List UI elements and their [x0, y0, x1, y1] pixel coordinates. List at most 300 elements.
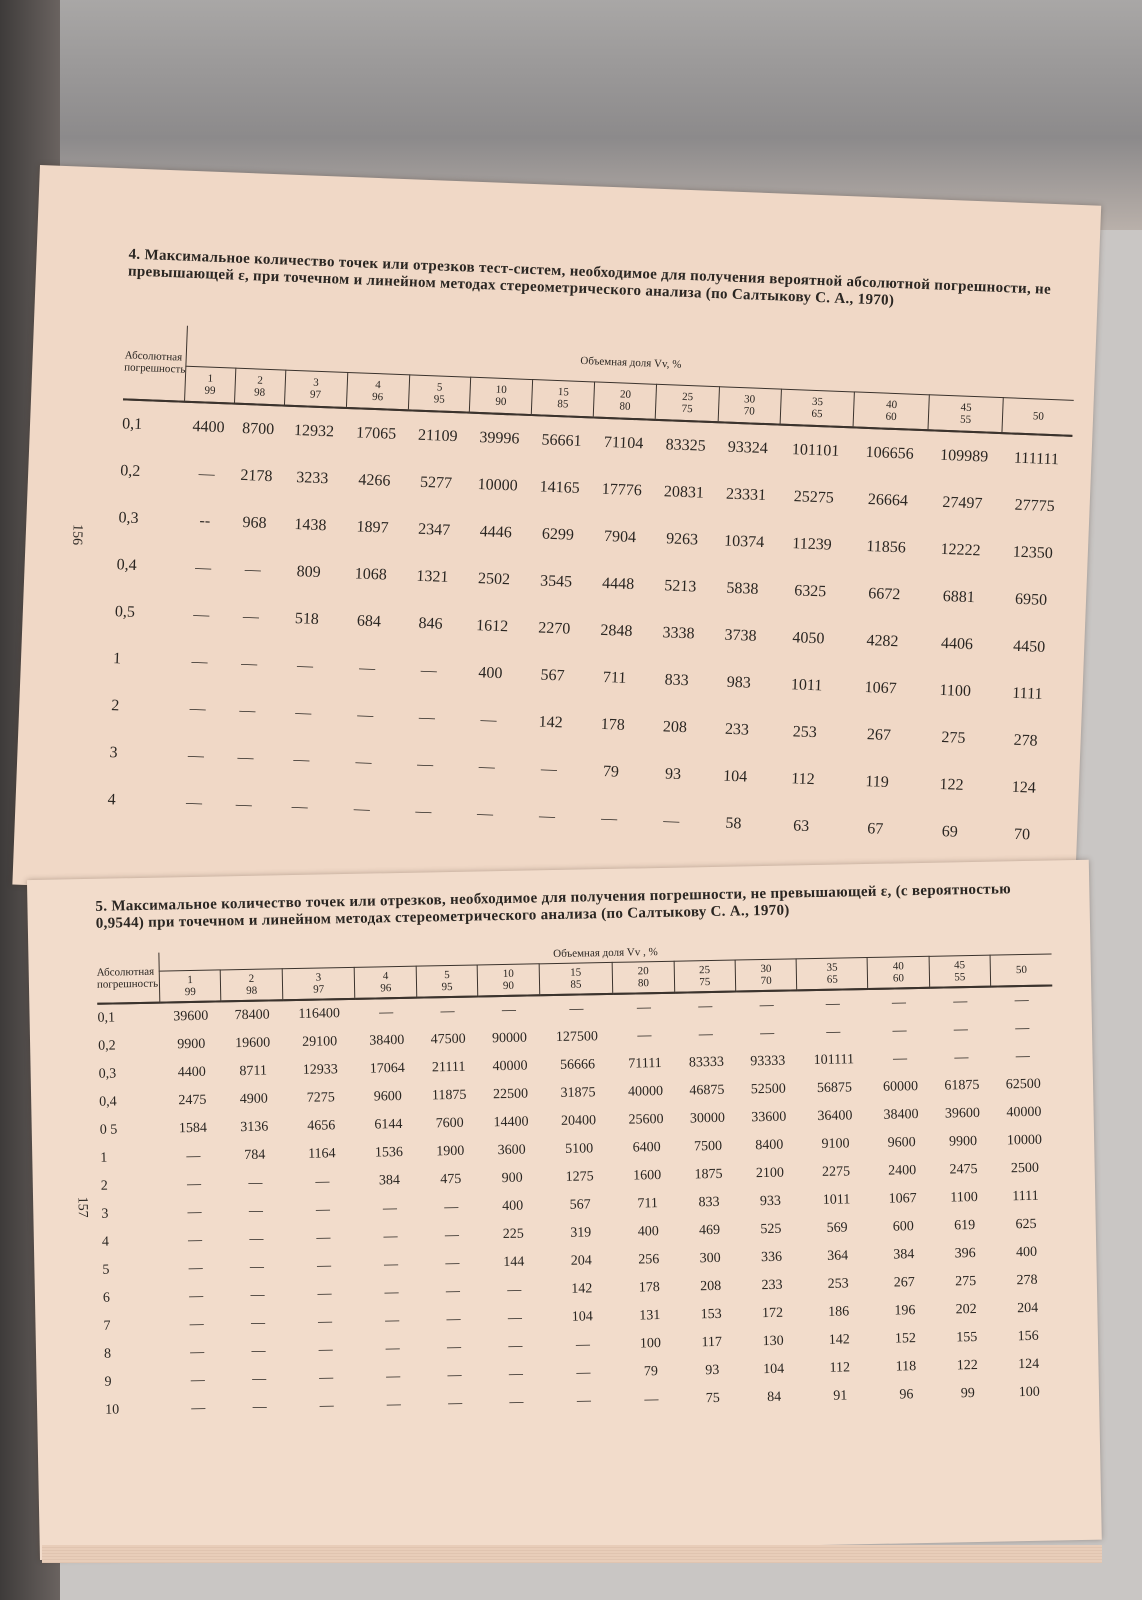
table-cell: 4446: [479, 522, 513, 541]
table-cell: —: [249, 1259, 265, 1275]
table-cell: 17064: [369, 1060, 405, 1077]
column-header-top: 2: [248, 972, 255, 985]
table-cell: 4656: [307, 1118, 336, 1134]
table-cell: 1600: [633, 1168, 662, 1184]
table-cell: —: [315, 1202, 331, 1218]
column-header: [853, 392, 929, 430]
row-label: 0 5: [99, 1122, 118, 1138]
table-cell: 2500: [1010, 1160, 1040, 1177]
column-header-bottom: 55: [954, 971, 966, 984]
table-cell: —: [1015, 1020, 1030, 1037]
table-cell: 1067: [888, 1191, 917, 1207]
table-cell: —: [508, 1338, 523, 1354]
table-cell: 14400: [493, 1114, 529, 1131]
column-header-bottom: 60: [885, 410, 897, 424]
column-header: [355, 966, 417, 999]
table-cell: —: [382, 1201, 398, 1217]
table-cell: 1011: [790, 675, 823, 694]
table-cell: 278: [1016, 1272, 1038, 1289]
column-header-top: 15: [570, 966, 582, 979]
table-cell: —: [385, 1313, 400, 1329]
table-cell: 1275: [565, 1169, 594, 1185]
table-cell: 846: [418, 614, 443, 633]
column-header-bottom: 98: [253, 386, 266, 399]
row-header: Абсолютная погрешность: [96, 953, 159, 1004]
table-cell: —: [569, 1001, 584, 1017]
table-cell: —: [575, 1337, 591, 1353]
column-header: [735, 959, 797, 992]
column-header-bottom: 95: [433, 393, 445, 406]
row-label: 3: [109, 743, 118, 761]
table-cell: —: [186, 1176, 202, 1193]
table-cell: 469: [698, 1222, 721, 1239]
table-cell: 6950: [1014, 590, 1048, 609]
table-cell: —: [198, 464, 216, 483]
column-header-top: 3: [315, 971, 322, 984]
table-cell: 116400: [298, 1006, 341, 1022]
table-cell: —: [416, 755, 434, 774]
table-cell: 8711: [239, 1063, 268, 1080]
table-cell: 3136: [240, 1119, 269, 1136]
table-cell: 1536: [374, 1144, 404, 1161]
table-5-title: 5. Максимальное количество точек или отрезков, необходимое для получения погрешности, не превышающей ε, (с вероятностью 0,9544) при точечном и линейном методах стереометрического анализа (по Салтыкову С. А., 1970): [95, 881, 1012, 932]
table-cell: 567: [540, 666, 565, 685]
table-cell: 19600: [235, 1035, 271, 1052]
table-cell: 4900: [239, 1091, 268, 1108]
table-cell: 1438: [294, 515, 327, 534]
table-cell: 1584: [178, 1120, 208, 1137]
column-header-top: 25: [698, 964, 711, 977]
table-cell: 208: [662, 717, 688, 736]
table-cell: 5213: [664, 576, 697, 595]
table-cell: 29100: [302, 1034, 338, 1050]
table-cell: 569: [826, 1220, 848, 1236]
table-cell: 40000: [627, 1083, 664, 1100]
table-cell: 2178: [240, 466, 273, 485]
column-header-bottom: 98: [246, 984, 258, 997]
table-cell: 71104: [603, 433, 644, 452]
table-cell: 27775: [1014, 496, 1055, 515]
column-header-top: 45: [960, 401, 972, 414]
table-cell: 83325: [665, 435, 707, 455]
row-label: 4: [107, 790, 117, 808]
table-cell: 525: [760, 1221, 782, 1238]
table-cell: 2502: [477, 569, 511, 588]
table-cell: 83333: [688, 1054, 725, 1071]
table-cell: 336: [760, 1249, 783, 1266]
table-cell: 7904: [603, 527, 637, 546]
table-cell: 62500: [1005, 1076, 1041, 1093]
table-cell: —: [445, 1283, 461, 1300]
table-cell: 12933: [302, 1062, 338, 1078]
column-header: [282, 967, 355, 1000]
page-number-156: 156: [68, 523, 85, 546]
table-cell: —: [1015, 1048, 1030, 1065]
table-cell: —: [420, 661, 438, 680]
table-cell: 2848: [600, 621, 633, 640]
table-cell: 1111: [1012, 684, 1043, 703]
row-label: 10: [104, 1402, 120, 1418]
column-header-top: 20: [637, 965, 649, 978]
table-cell: 153: [700, 1306, 722, 1323]
table-cell: 156: [1017, 1328, 1039, 1345]
column-header-bottom: 75: [699, 976, 711, 989]
table-cell: 275: [941, 728, 966, 747]
table-cell: 40000: [1006, 1104, 1042, 1121]
column-header-top: 2: [257, 374, 264, 387]
table-cell: —: [600, 809, 618, 828]
column-header: [284, 370, 347, 408]
table-cell: —: [358, 659, 376, 677]
column-header: [674, 960, 736, 993]
table-cell: 10000: [477, 475, 518, 495]
table-cell: 11875: [431, 1087, 467, 1104]
table-cell: 400: [478, 663, 503, 682]
table-cell: 109989: [939, 446, 989, 466]
group-header: Объемная доля Vv , %: [159, 935, 1052, 971]
table-cell: 101111: [813, 1052, 855, 1069]
table-cell: 300: [699, 1250, 721, 1267]
table-cell: —: [187, 1204, 202, 1221]
table-cell: 75: [705, 1390, 720, 1407]
column-header-bottom: 90: [495, 395, 507, 409]
table-cell: 4400: [192, 417, 225, 436]
table-cell: 6299: [541, 525, 575, 544]
column-header-top: 3: [312, 376, 319, 389]
row-label: 1: [112, 649, 122, 667]
table-cell: 5100: [564, 1141, 594, 1157]
table-cell: —: [191, 1400, 206, 1417]
column-header-top: 15: [557, 386, 570, 399]
page-edges: [42, 1545, 1102, 1563]
table-cell: 25275: [793, 487, 835, 507]
table-cell: —: [293, 750, 310, 769]
table-cell: 784: [244, 1147, 266, 1164]
table-cell: —: [446, 1311, 461, 1328]
table-cell: 619: [953, 1217, 976, 1234]
table-cell: 52500: [750, 1081, 786, 1098]
table-cell: --: [199, 511, 211, 530]
table-cell: —: [291, 797, 308, 816]
table-cell: 36400: [817, 1108, 853, 1124]
column-header-top: 50: [1032, 410, 1045, 423]
column-header-top: 4: [382, 970, 389, 983]
table-cell: 112: [791, 769, 816, 788]
table-cell: 208: [700, 1278, 722, 1295]
table-cell: 196: [894, 1303, 916, 1319]
table-cell: 186: [828, 1304, 850, 1320]
table-cell: 20831: [663, 482, 705, 502]
table-cell: 1011: [822, 1192, 851, 1208]
row-label: 0,2: [120, 461, 141, 480]
table-cell: —: [188, 1260, 203, 1277]
table-cell: 23331: [725, 485, 767, 504]
column-header: [234, 368, 285, 405]
row-label: 0,3: [98, 1066, 117, 1082]
column-header-bottom: 97: [309, 388, 322, 401]
table-cell: 253: [792, 722, 818, 741]
table-cell: 69: [941, 822, 959, 841]
table-cell: 711: [602, 668, 627, 687]
table-cell: 3600: [497, 1142, 526, 1159]
table-cell: 1164: [307, 1146, 336, 1162]
table-cell: —: [507, 1282, 522, 1298]
table-cell: —: [185, 793, 203, 812]
table-cell: —: [892, 1023, 907, 1039]
column-header-top: 1: [207, 372, 214, 385]
table-cell: 711: [637, 1196, 659, 1212]
table-cell: 7600: [435, 1115, 464, 1132]
column-header: [612, 961, 674, 994]
table-cell: 4400: [177, 1064, 206, 1081]
column-header-top: 10: [502, 967, 514, 981]
table-cell: 684: [356, 612, 382, 630]
table-cell: 93: [705, 1362, 720, 1379]
table-cell: 12350: [1012, 543, 1054, 562]
table-cell: —: [386, 1369, 401, 1385]
table-cell: —: [239, 701, 256, 720]
table-cell: 7275: [306, 1090, 335, 1106]
column-header-bottom: 90: [502, 979, 515, 993]
table-cell: —: [501, 1002, 517, 1019]
table-cell: 364: [827, 1248, 849, 1264]
row-label: 5: [102, 1262, 110, 1278]
table-cell: —: [637, 1028, 652, 1044]
table-cell: —: [235, 795, 253, 814]
column-header: [531, 380, 594, 418]
column-header: [928, 395, 1004, 433]
table-cell: 933: [759, 1193, 782, 1210]
table-cell: 2475: [178, 1092, 207, 1109]
table-cell: 11239: [792, 534, 833, 554]
table-cell: 8700: [241, 419, 275, 438]
table-cell: 27497: [942, 493, 983, 512]
column-header: [929, 955, 991, 988]
column-header-bottom: 99: [184, 985, 196, 999]
table-cell: 17065: [355, 423, 397, 443]
table-cell: 833: [664, 670, 690, 689]
group-header: Объемная доля Vv, %: [186, 326, 1075, 401]
table-cell: —: [317, 1314, 333, 1330]
table-cell: 396: [954, 1245, 976, 1262]
table-cell: 625: [1015, 1216, 1037, 1233]
page-number-157: 157: [74, 1196, 90, 1218]
table-cell: 79: [643, 1364, 659, 1380]
table-cell: 1612: [475, 616, 509, 635]
table-cell: 1100: [939, 681, 972, 700]
table-cell: 71111: [628, 1055, 662, 1072]
table-cell: 233: [761, 1277, 783, 1294]
table-cell: 90000: [491, 1030, 528, 1047]
table-cell: —: [418, 708, 436, 727]
table-cell: —: [186, 1148, 201, 1165]
column-header-top: 45: [954, 959, 966, 972]
table-cell: 56661: [541, 430, 582, 450]
table-cell: 152: [894, 1331, 917, 1347]
table-cell: 204: [570, 1253, 592, 1269]
table-cell: 144: [503, 1254, 525, 1271]
table-cell: —: [644, 1392, 659, 1408]
table-cell: 4448: [601, 574, 635, 593]
column-header: [469, 377, 532, 415]
table-cell: 267: [893, 1275, 915, 1291]
table-cell: 384: [378, 1173, 401, 1189]
table-cell: —: [251, 1371, 267, 1387]
table-cell: 400: [1015, 1244, 1038, 1261]
page-156: [12, 165, 1101, 925]
row-label: 9: [104, 1374, 112, 1390]
column-header-top: 40: [885, 398, 898, 412]
table-cell: 142: [538, 713, 564, 731]
table-cell: —: [379, 1005, 394, 1021]
table-cell: —: [187, 1232, 203, 1249]
table-cell: 131: [639, 1308, 661, 1324]
column-header: [796, 958, 868, 991]
table-cell: 111111: [1013, 449, 1060, 468]
column-header-top: 40: [892, 960, 904, 973]
column-header: [780, 389, 855, 427]
table-cell: 21111: [431, 1059, 466, 1076]
table-cell: 21109: [417, 426, 458, 445]
column-header-bottom: 97: [313, 983, 325, 996]
column-header-bottom: 60: [892, 972, 905, 985]
row-header: Абсолютная погрешность: [123, 323, 187, 401]
column-header-bottom: 96: [380, 982, 392, 995]
table-cell: —: [508, 1366, 524, 1382]
table-cell: —: [252, 1399, 267, 1415]
table-cell: 101101: [791, 440, 840, 460]
table-cell: —: [383, 1257, 399, 1273]
table-cell: 178: [600, 715, 626, 734]
table-cell: 275: [955, 1273, 977, 1290]
table-cell: —: [383, 1229, 398, 1245]
column-header-bottom: 65: [826, 973, 838, 986]
table-cell: —: [248, 1203, 264, 1219]
table-cell: 809: [296, 562, 322, 581]
table-cell: —: [480, 710, 497, 729]
table-cell: 833: [698, 1194, 720, 1211]
column-header: [1002, 398, 1073, 436]
table-cell: 124: [1011, 778, 1037, 797]
column-header-top: 25: [681, 390, 694, 404]
table-5: [96, 935, 1060, 1424]
column-header-bottom: 70: [743, 405, 755, 418]
column-header: [159, 970, 221, 1003]
row-label: 0,1: [121, 414, 143, 433]
table-cell: 78400: [234, 1007, 270, 1024]
table-cell: —: [353, 800, 371, 818]
table-cell: 118: [895, 1359, 917, 1375]
table-4: [107, 323, 1075, 859]
table-cell: —: [384, 1285, 399, 1301]
table-cell: 93333: [750, 1053, 786, 1070]
table-cell: 56875: [816, 1080, 853, 1096]
table-cell: 20400: [560, 1113, 597, 1129]
table-cell: 1321: [416, 567, 449, 586]
table-cell: 267: [866, 725, 892, 744]
table-cell: 119: [865, 772, 890, 791]
table-cell: 3233: [295, 468, 329, 487]
table-4-title: 4. Максимальное количество точек или отрезков тест-систем, необходимое для получения вероятной абсолютной погрешности, не превышающей ε, при точечном и линейном методах стереометрического анализа (по Салтыкову С. А., 1970): [127, 246, 1052, 309]
table-cell: —: [444, 1227, 460, 1244]
column-header-bottom: 99: [204, 384, 216, 397]
table-cell: 40000: [492, 1058, 528, 1075]
table-cell: 7500: [693, 1138, 723, 1155]
table-cell: 319: [570, 1225, 592, 1241]
table-cell: 1111: [1012, 1188, 1039, 1205]
table-cell: —: [954, 1050, 969, 1066]
table-cell: 38400: [883, 1107, 919, 1123]
table-cell: 1897: [356, 517, 389, 537]
row-label: 4: [101, 1234, 110, 1250]
column-header-top: 20: [619, 388, 632, 401]
table-cell: —: [446, 1339, 462, 1356]
table-cell: 58: [725, 814, 742, 832]
table-cell: 5838: [726, 579, 759, 598]
table-cell: 104: [722, 767, 748, 786]
table-cell: —: [237, 748, 254, 767]
table-cell: 2475: [949, 1161, 978, 1178]
row-label: 1: [100, 1150, 108, 1166]
table-cell: —: [953, 994, 968, 1010]
table-cell: —: [759, 997, 774, 1014]
table-cell: 2100: [755, 1165, 785, 1182]
column-header: [408, 375, 471, 413]
table-cell: —: [190, 1344, 205, 1361]
table-cell: 178: [638, 1280, 660, 1296]
table-cell: —: [242, 607, 260, 626]
row-label: 0,2: [98, 1038, 116, 1054]
table-cell: —: [355, 753, 372, 771]
table-cell: 4450: [1012, 637, 1046, 656]
column-header-top: 5: [436, 381, 443, 394]
table-cell: 3738: [724, 626, 757, 645]
table-cell: 56666: [559, 1057, 596, 1073]
table-cell: 8400: [755, 1137, 784, 1154]
column-header-bottom: 96: [371, 390, 384, 404]
table-cell: —: [576, 1365, 591, 1381]
table-cell: 100: [639, 1336, 662, 1352]
table-cell: —: [576, 1393, 592, 1409]
table-cell: —: [357, 706, 374, 724]
row-label: 6: [102, 1290, 111, 1306]
table-cell: 4050: [792, 628, 825, 647]
table-cell: —: [538, 807, 556, 825]
row-label: 0,1: [97, 1010, 116, 1026]
table-cell: 142: [571, 1281, 593, 1297]
table-4-body: [107, 399, 1073, 859]
column-header: [656, 384, 719, 422]
table-cell: 104: [571, 1309, 593, 1325]
row-label: 3: [101, 1206, 109, 1222]
table-cell: 475: [440, 1171, 462, 1188]
table-cell: 2270: [538, 618, 571, 638]
table-cell: 26664: [867, 490, 909, 510]
table-cell: —: [187, 746, 205, 765]
table-cell: —: [662, 811, 680, 830]
table-cell: 384: [893, 1247, 915, 1263]
table-cell: —: [447, 1395, 463, 1412]
table-cell: 400: [637, 1224, 659, 1240]
column-header-bottom: 75: [681, 402, 693, 416]
column-header-bottom: 65: [811, 407, 823, 421]
table-cell: —: [507, 1310, 523, 1326]
table-cell: 30000: [689, 1110, 726, 1127]
table-cell: 39600: [944, 1105, 981, 1122]
table-cell: 9600: [373, 1088, 402, 1105]
table-cell: 2347: [417, 520, 451, 539]
table-cell: 122: [956, 1357, 978, 1374]
